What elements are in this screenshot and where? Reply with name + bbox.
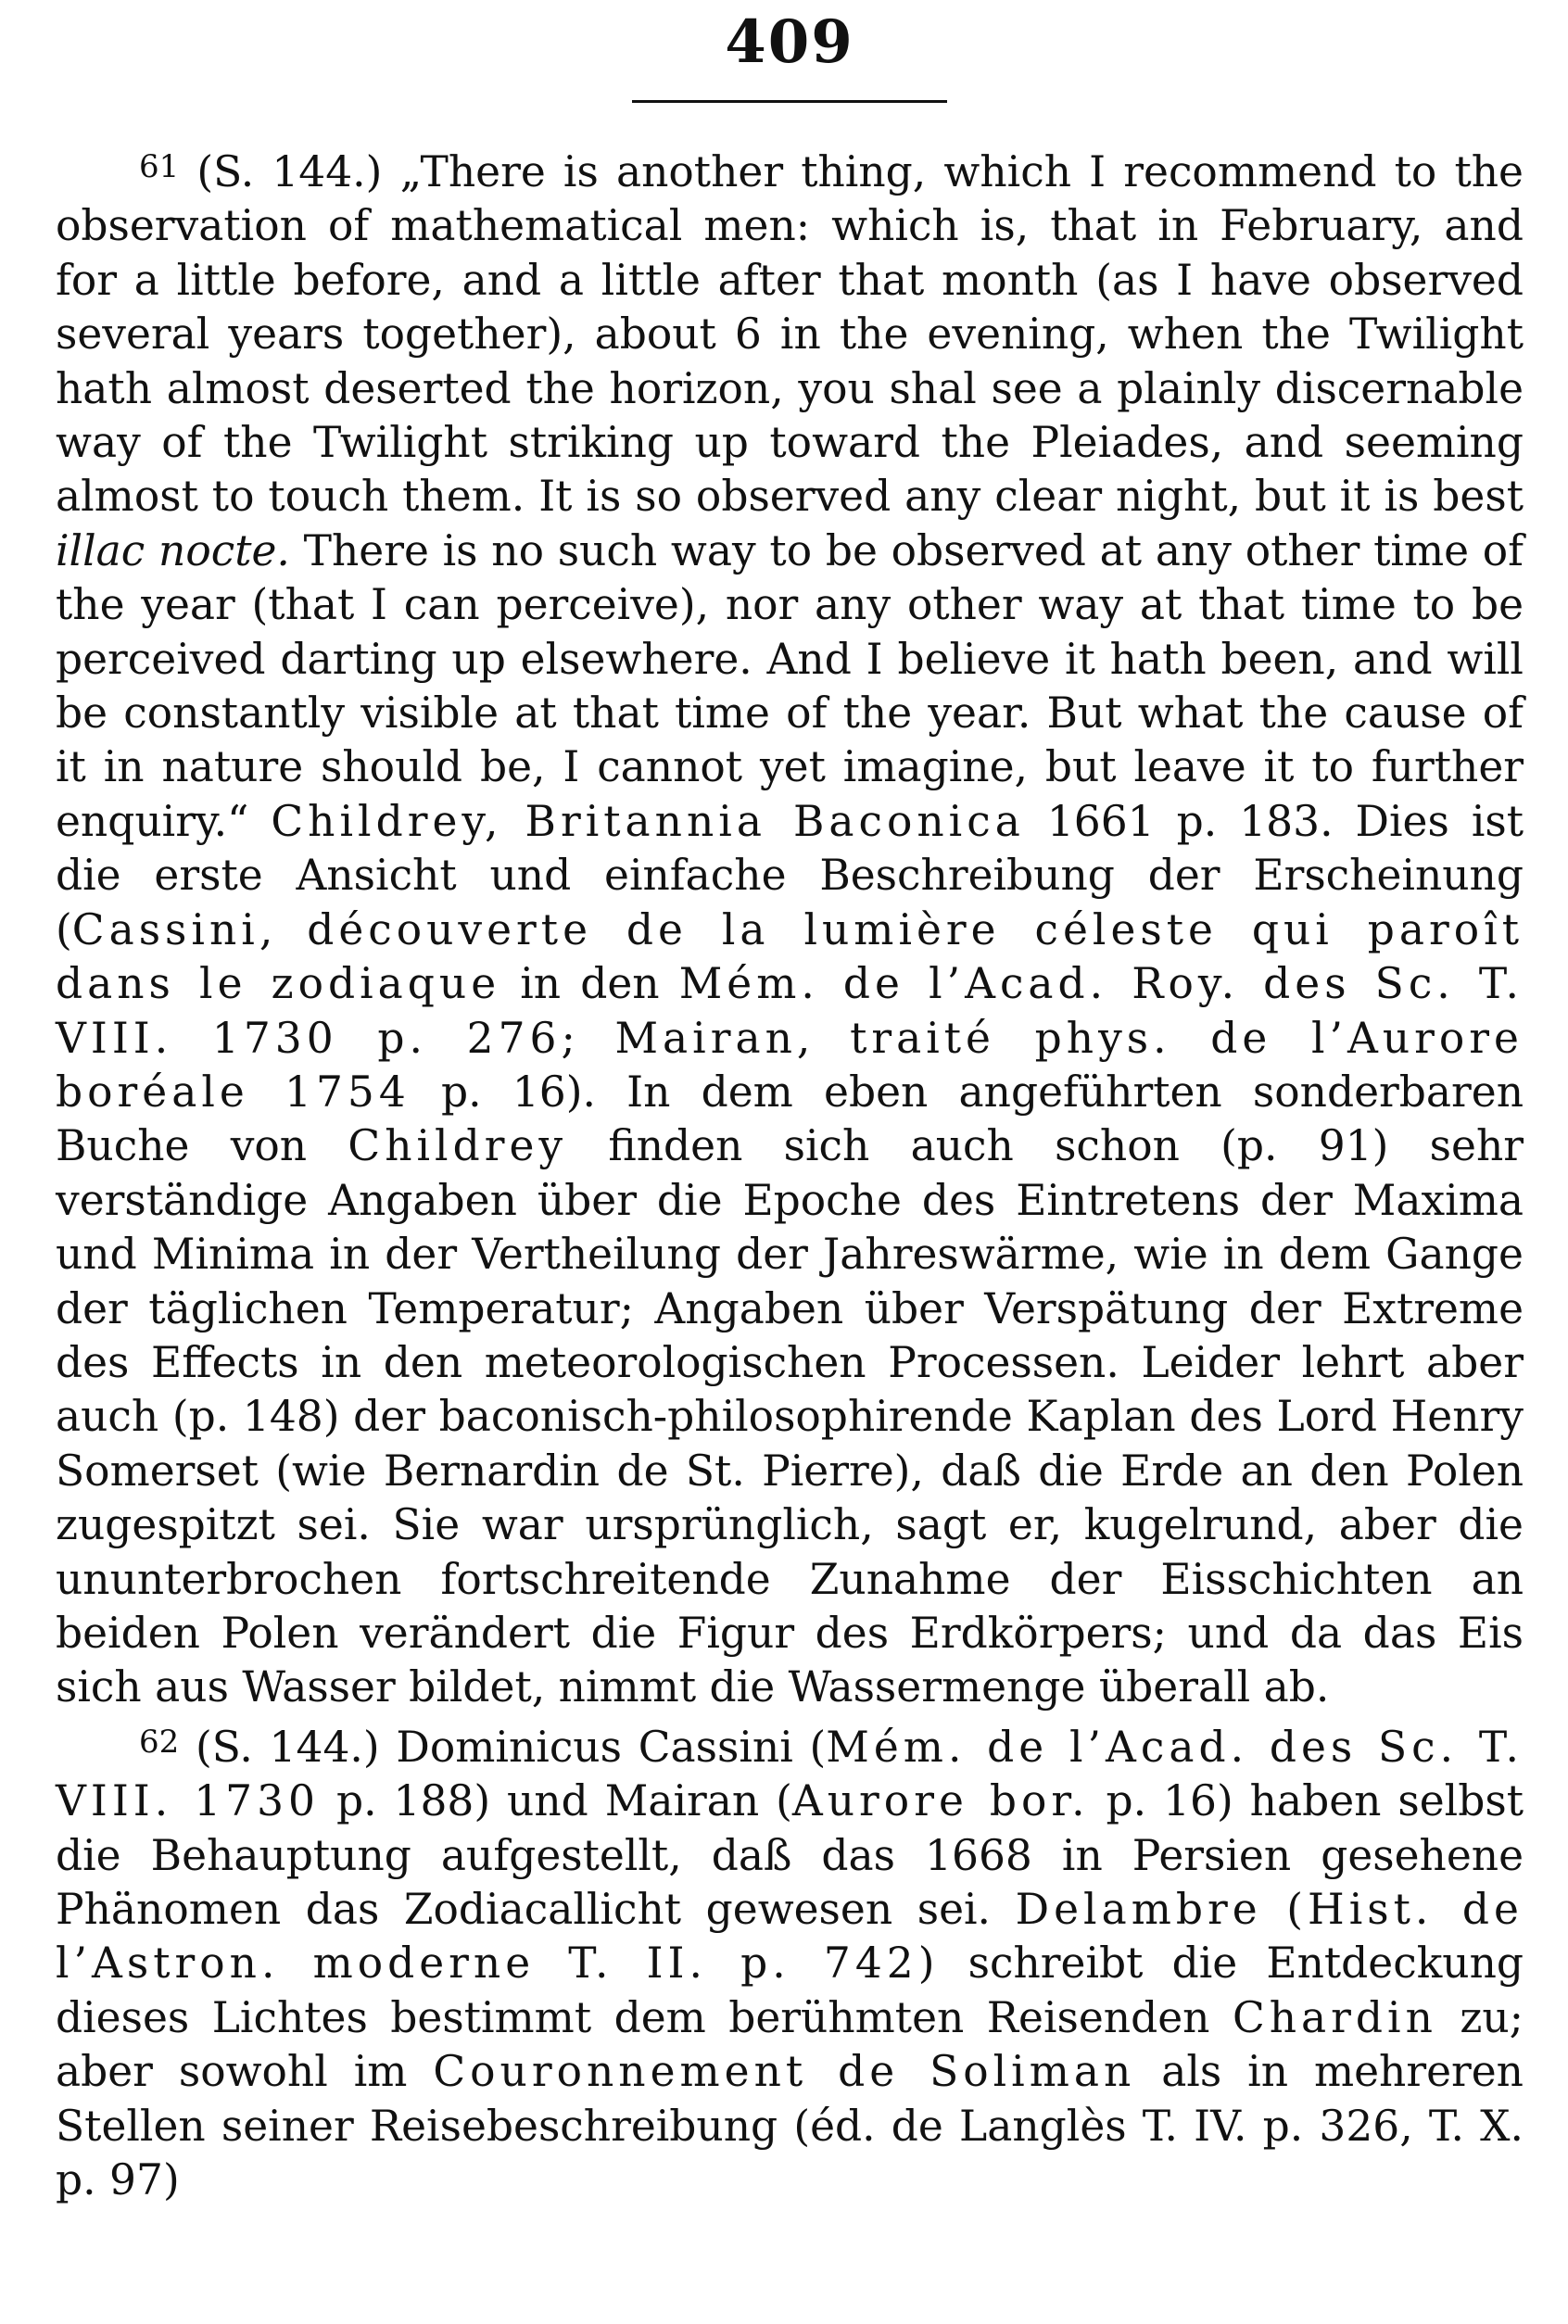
author-name: Childrey bbox=[348, 1121, 568, 1171]
note-text: p. 16). In dem eben angeführten sonderbaren Buche von bbox=[56, 1067, 1524, 1171]
note-text: Dominicus Cassini ( bbox=[396, 1722, 827, 1772]
author-name: Mairan, bbox=[614, 1013, 816, 1063]
note-text: p. 188) und Mairan ( bbox=[335, 1776, 792, 1826]
author-name: Chardin bbox=[1232, 1992, 1437, 2042]
footnote-ref: (S. 144.) bbox=[196, 147, 383, 196]
footnote-ref: (S. 144.) bbox=[196, 1722, 380, 1772]
header-rule bbox=[632, 100, 947, 103]
note-text: p. 16) haben selbst die Behauptung aufgestellt, daß das 1668 in Persien gesehene Phänomen das Zodiacallicht gewesen sei. bbox=[56, 1776, 1524, 1934]
book-title: Mém. de l’Acad. Roy. des Sc. T. VIII. 1730 p. 276; bbox=[56, 959, 1524, 1063]
book-title: Aurore bor. bbox=[791, 1776, 1090, 1826]
book-title: Britannia Baconica bbox=[525, 796, 1025, 846]
quote-text-rest: There is no such way to be observed at any other time of the year (that I can perceive), nor any other way at that time to be perceived darting up elsewhere. And I believe it hath been, and will be constantly visible at that time of the year. But what the cause of it in nature should be, I cannot yet imagine, but leave it to further enquiry.“ bbox=[56, 525, 1524, 846]
author-name: Delambre bbox=[1015, 1885, 1262, 1934]
book-title: (éd. de Langlès T. IV. p. 326, T. X. p. 97) bbox=[56, 2101, 1524, 2205]
note-text: zu; aber sowohl im bbox=[56, 1992, 1524, 2097]
note-text: schreibt die Entdeckung dieses Lichtes bestimmt dem berühmten Reisenden bbox=[56, 1939, 1524, 2042]
footnote-number: 61 bbox=[139, 148, 180, 185]
quote-italic: illac nocte. bbox=[56, 525, 290, 575]
book-title: Mém. de l’Acad. des Sc. T. VIII. 1730 bbox=[56, 1722, 1524, 1826]
note-text: als in mehreren Stellen seiner Reisebeschreibung bbox=[56, 2047, 1524, 2151]
note-text: in den bbox=[520, 959, 660, 1009]
author-name: Childrey, bbox=[271, 796, 503, 846]
footnote-61 bbox=[56, 140, 1524, 1715]
quote-text: „There is another thing, which I recommend to the observation of mathematical men: which is, that in February, and for a little before, and a little after that month (as I have observed several years together), about 6 in the evening, when the Twilight hath almost deserted the horizon, you shal see a plainly discernable way of the Twilight striking up toward the Pleiades, and seeming almost to touch them. It is so observed any clear night, but it is best bbox=[56, 147, 1524, 522]
book-title: traité phys. de l’Aurore boréale 1754 bbox=[56, 1013, 1524, 1117]
note-text: 1661 p. 183. Dies ist die erste Ansicht und einfache Beschreibung der Erscheinung ( bbox=[56, 796, 1524, 954]
author-name: Cassini, bbox=[71, 904, 278, 954]
book-title: (Hist. de l’Astron. moderne T. II. p. 742) bbox=[56, 1885, 1524, 1989]
note-text: finden sich auch schon (p. 91) sehr verständige Angaben über die Epoche des Eintretens der Maxima und Minima in der Vertheilung der Jahreswärme, wie in dem Gange der täglichen Temperatur; Angaben über Verspätung der Extreme des Effects in den meteorologischen Processen. Leider lehrt aber auch (p. 148) der baconisch-philosophirende Kaplan des Lord Henry Somerset (wie Bernardin de St. Pierre), daß die Erde an den Polen zugespitzt sei. Sie war ursprünglich, sagt er, kugelrund, aber die ununterbrochen fortschreitende Zunahme der Eisschichten an beiden Polen verändert die Figur des Erdkörpers; und da das Eis sich aus Wasser bildet, nimmt die Wassermenge überall ab. bbox=[56, 1121, 1524, 1712]
book-title: découverte de la lumière céleste qui paroît dans le zodiaque bbox=[56, 904, 1524, 1009]
footnote-62 bbox=[56, 1715, 1524, 2208]
page-number: 409 bbox=[725, 7, 854, 77]
book-title: Couronnement de Soliman bbox=[433, 2047, 1136, 2097]
footnote-number: 62 bbox=[139, 1723, 180, 1761]
